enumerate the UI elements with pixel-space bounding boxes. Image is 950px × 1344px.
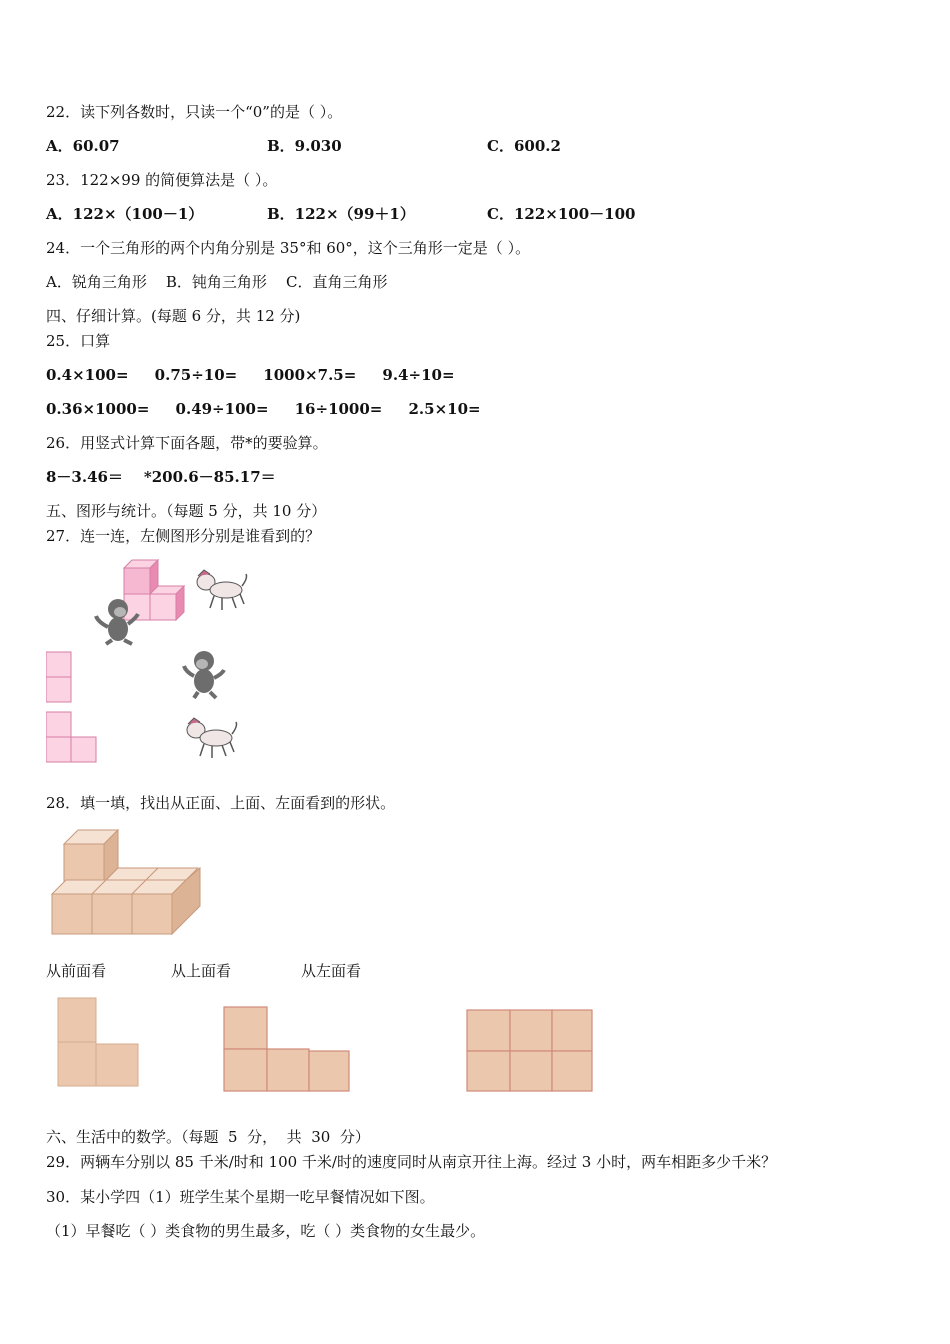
view-shape-vertical[interactable] (46, 652, 71, 702)
answer-shape-2[interactable] (222, 1005, 352, 1095)
q25-stem: 25．口算 (46, 332, 111, 350)
section6-title: 六、生活中的数学。（每题 5 分， 共 30 分） (46, 1128, 370, 1146)
q23-option-c[interactable]: C．122×100－100 (487, 205, 636, 223)
dog-icon (197, 570, 247, 610)
q23-stem: 23．122×99 的简便算法是（ ）。 (46, 171, 278, 189)
q25-row1: 0.4×100= 0.75÷10= 1000×7.5= 9.4÷10= (46, 366, 455, 384)
q24-options[interactable]: A．锐角三角形 B．钝角三角形 C．直角三角形 (46, 273, 388, 291)
view-shape-l[interactable] (46, 712, 96, 762)
section4-title: 四、仔细计算。(每题 6 分，共 12 分) (46, 307, 301, 325)
q28-stem: 28．填一填，找出从正面、上面、左面看到的形状。 (46, 794, 396, 812)
view-label-left: 从左面看 (301, 962, 362, 980)
q23-option-a[interactable]: A．122×（100－1） (46, 205, 204, 223)
q26-stem: 26．用竖式计算下面各题，带*的要验算。 (46, 434, 328, 452)
q27-figure (46, 552, 266, 767)
pink-cube-stack (124, 560, 184, 620)
view-label-front: 从前面看 (46, 962, 107, 980)
q28-cube-figure (50, 828, 210, 940)
q30: 30．某小学四（1）班学生某个星期一吃早餐情况如下图。 (46, 1188, 435, 1206)
q29: 29．两辆车分别以 85 千米/时和 100 千米/时的速度同时从南京开往上海。经过 3 小时，两车相距多少千米？ (46, 1153, 777, 1171)
q22-option-b[interactable]: B．9.030 (267, 137, 342, 155)
q27-stem: 27．连一连，左侧图形分别是谁看到的？ (46, 527, 321, 545)
q22-stem: 22．读下列各数时，只读一个“0”的是（ ）。 (46, 103, 343, 121)
q25-row2: 0.36×1000= 0.49÷100= 16÷1000= 2.5×10= (46, 400, 481, 418)
q24-stem: 24．一个三角形的两个内角分别是 35°和 60°，这个三角形一定是（ ）。 (46, 239, 531, 257)
answer-shape-3[interactable] (465, 1008, 595, 1094)
answer-shape-1[interactable] (56, 996, 144, 1090)
section5-title: 五、图形与统计。（每题 5 分，共 10 分） (46, 502, 327, 520)
q23-option-b[interactable]: B．122×（99＋1） (267, 205, 415, 223)
q26-row: 8－3.46＝ *200.6－85.17＝ (46, 468, 276, 486)
view-label-top: 从上面看 (171, 962, 232, 980)
monkey-icon[interactable] (184, 651, 224, 698)
q22-option-c[interactable]: C．600.2 (487, 137, 561, 155)
q22-option-a[interactable]: A．60.07 (46, 137, 120, 155)
dog-icon[interactable] (187, 718, 237, 758)
q30-part1: （1）早餐吃（ ）类食物的男生最多，吃（ ）类食物的女生最少。 (46, 1222, 486, 1240)
